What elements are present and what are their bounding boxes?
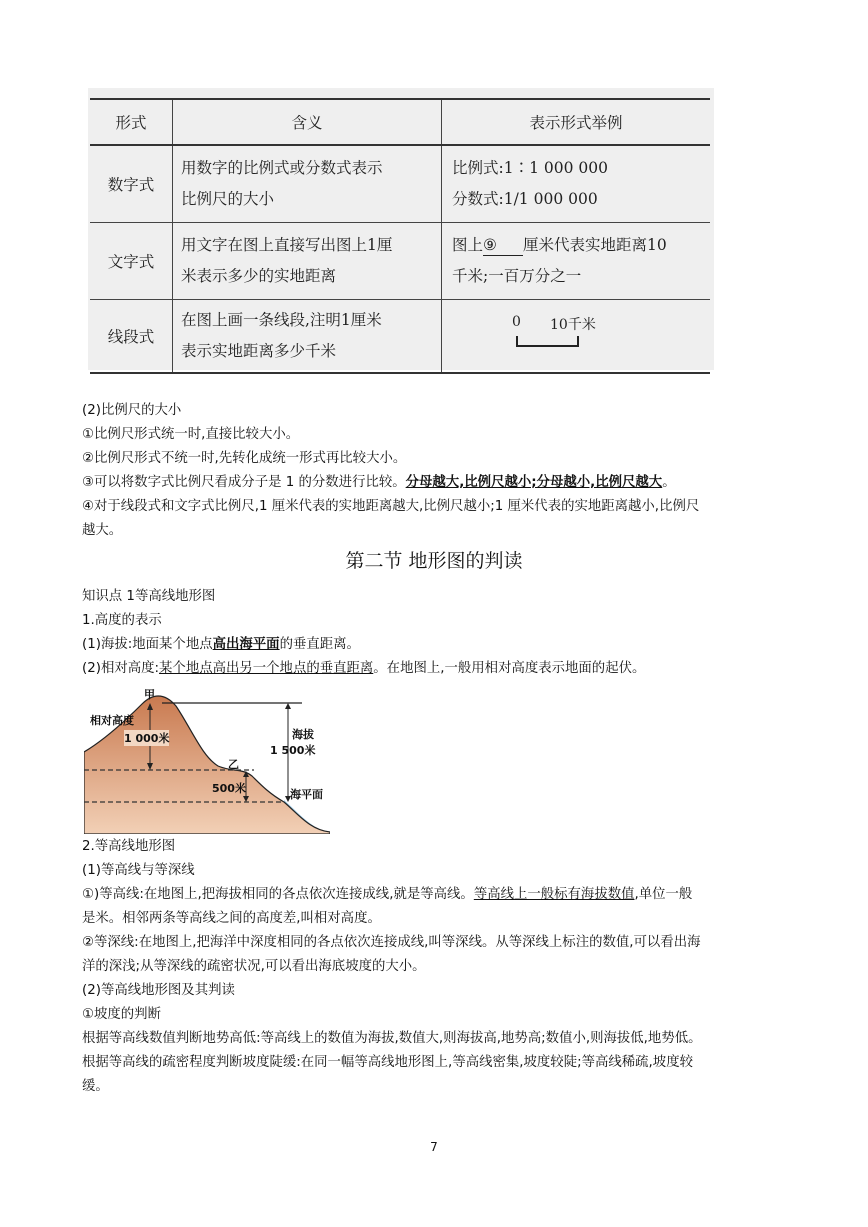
altitude-text: (1)海拔:地面某个地点 xyxy=(82,637,213,652)
meaning-line: 表示实地距离多少千米 xyxy=(181,342,337,360)
example-cell xyxy=(442,145,711,223)
contour-end: ,单位一般 xyxy=(634,887,693,902)
header-example: 表示形式举例 xyxy=(442,99,711,145)
isobath-definition: ②等深线:在地图上,把海洋中深度相同的各点依次连接成线,叫等深线。从等深线上标注的数值,可以看出海 xyxy=(82,935,701,950)
relative-height-label: 相对高度 xyxy=(90,714,134,727)
altitude-end: 的垂直距离。 xyxy=(279,637,360,652)
point-yi-label: 乙 xyxy=(228,758,239,771)
altitude-definition xyxy=(82,634,794,656)
table-row xyxy=(90,223,710,300)
section-heading: 第二节 地形图的判读 xyxy=(345,550,523,572)
knowledge-point-title: 知识点 1等高线地形图 xyxy=(82,589,216,604)
example-text: 图上 xyxy=(452,236,484,254)
scale-size-title: (2)比例尺的大小 xyxy=(82,403,182,418)
table-row xyxy=(90,145,710,223)
scale-bar-line xyxy=(512,314,622,358)
height-1500-label: 1 500米 xyxy=(270,744,316,757)
isobath-definition-cont: 洋的深浅;从等深线的疏密状况,可以看出海底坡度的大小。 xyxy=(82,959,426,974)
meaning-cell xyxy=(173,300,442,374)
height-1000-label: 1 000米 xyxy=(124,732,170,745)
scale-size-item-4-cont: 越大。 xyxy=(82,523,123,538)
item-3-end: 。 xyxy=(662,475,676,490)
scale-size-item-1: ①比例尺形式统一时,直接比较大小。 xyxy=(82,427,300,442)
contour-point-2: (2)等高线地形图及其判读 xyxy=(82,983,235,998)
example-line: 千米;一百万分之一 xyxy=(452,267,582,285)
line-scale-bar xyxy=(512,314,622,358)
subsection-contour-map: 2.等高线地形图 xyxy=(82,839,176,854)
point-jia-label: 甲 xyxy=(144,688,155,701)
header-form: 形式 xyxy=(90,99,173,145)
example-text: 厘米代表实地距离10 xyxy=(523,236,667,254)
scale-bar-label: 10千米 xyxy=(550,317,596,333)
meaning-line: 比例尺的大小 xyxy=(181,190,275,208)
sea-level-label: 海平面 xyxy=(290,788,323,801)
slope-judgment-title: ①坡度的判断 xyxy=(82,1007,161,1022)
form-cell: 数字式 xyxy=(90,145,173,223)
relative-text: (2)相对高度: xyxy=(82,661,160,676)
subsection-height: 1.高度的表示 xyxy=(82,613,162,628)
relative-height-definition xyxy=(82,658,794,680)
relative-emphasis: 某个地点高出另一个地点的垂直距离 xyxy=(159,661,374,676)
form-cell: 文字式 xyxy=(90,223,173,300)
example-line: 分数式:1/1 000 000 xyxy=(452,190,598,208)
rule-elevation: 根据等高线数值判断地势高低:等高线上的数值为海拔,数值大,则海拔高,地势高;数值小,则海拔低,地势低。 xyxy=(82,1031,702,1046)
scale-size-item-3 xyxy=(82,472,794,494)
contour-line-definition xyxy=(82,884,794,906)
meaning-cell xyxy=(173,223,442,300)
scale-bar-zero: 0 xyxy=(512,314,521,330)
contour-emphasis: 等高线上一般标有海拔数值 xyxy=(473,887,635,902)
scale-forms-table-scan xyxy=(88,88,714,370)
blank-marker: ⑨ xyxy=(483,235,523,256)
item-3-text: ③可以将数字式比例尺看成分子是 1 的分数进行比较。 xyxy=(82,475,406,490)
meaning-line: 在图上画一条线段,注明1厘米 xyxy=(181,311,382,329)
page-number: 7 xyxy=(430,1140,438,1154)
scale-forms-table xyxy=(90,98,710,374)
meaning-line: 用文字在图上直接写出图上1厘 xyxy=(181,236,393,254)
scale-size-item-2: ②比例尺形式不统一时,先转化成统一形式再比较大小。 xyxy=(82,451,407,466)
item-3-emphasis: 分母越大,比例尺越小;分母越小,比例尺越大 xyxy=(405,475,663,490)
meaning-line: 用数字的比例式或分数式表示 xyxy=(181,159,383,177)
contour-point-1: (1)等高线与等深线 xyxy=(82,863,195,878)
example-line xyxy=(452,230,710,261)
altitude-figure xyxy=(84,682,330,834)
header-meaning: 含义 xyxy=(173,99,442,145)
altitude-diagram xyxy=(84,682,330,834)
contour-line-definition-cont: 是米。相邻两条等高线之间的高度差,叫相对高度。 xyxy=(82,911,381,926)
example-cell xyxy=(442,300,711,374)
rule-slope: 根据等高线的疏密程度判断坡度陡缓:在同一幅等高线地形图上,等高线密集,坡度较陡;等高线稀疏,坡度较 xyxy=(82,1055,693,1070)
example-cell xyxy=(442,223,711,300)
form-cell: 线段式 xyxy=(90,300,173,374)
example-line: 比例式:1∶1 000 000 xyxy=(452,159,608,177)
table-header-row xyxy=(90,99,710,145)
contour-text: ①)等高线:在地图上,把海拔相同的各点依次连接成线,就是等高线。 xyxy=(82,887,474,902)
meaning-cell xyxy=(173,145,442,223)
altitude-label: 海拔 xyxy=(292,728,314,741)
height-500-label: 500米 xyxy=(212,782,246,795)
relative-end: 。在地图上,一般用相对高度表示地面的起伏。 xyxy=(373,661,646,676)
scale-size-item-4: ④对于线段式和文字式比例尺,1 厘米代表的实地距离越大,比例尺越小;1 厘米代表的实地距离越小,比例尺 xyxy=(82,499,700,514)
rule-slope-cont: 缓。 xyxy=(82,1079,109,1094)
table-row xyxy=(90,300,710,374)
meaning-line: 米表示多少的实地距离 xyxy=(181,267,337,285)
altitude-emphasis: 高出海平面 xyxy=(212,637,280,652)
